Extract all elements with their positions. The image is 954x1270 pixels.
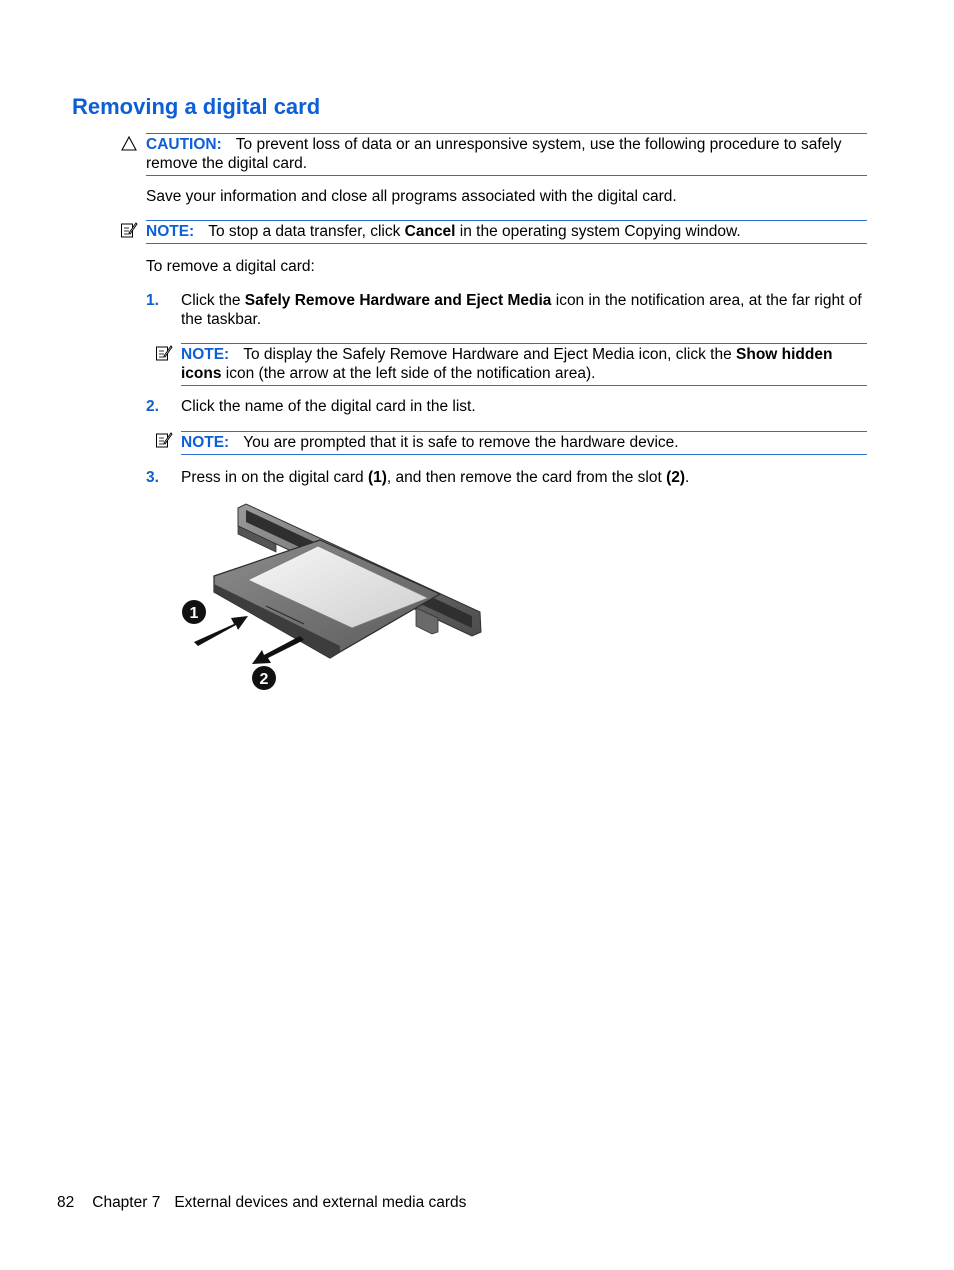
chapter-title: External devices and external media cards bbox=[174, 1194, 467, 1211]
caution-triangle-icon bbox=[121, 136, 137, 151]
digital-card-slot-illustration bbox=[180, 500, 490, 695]
callout-1-marker bbox=[182, 600, 206, 624]
note-box: NOTE: To stop a data transfer, click Cancel in the operating system Copying window. bbox=[146, 220, 867, 244]
step-1-text: Click the Safely Remove Hardware and Eject Media icon in the notification area, at the far right of the taskbar. bbox=[181, 292, 862, 328]
chapter-number: Chapter 7 bbox=[92, 1194, 161, 1211]
caution-label: CAUTION: bbox=[146, 136, 222, 153]
note-label: NOTE: bbox=[181, 434, 230, 451]
page-title: Removing a digital card bbox=[72, 94, 321, 119]
note-label: NOTE: bbox=[181, 346, 230, 363]
callout-2-marker bbox=[252, 666, 276, 690]
digital-card bbox=[214, 540, 440, 658]
page-footer bbox=[57, 1193, 466, 1212]
remove-arrow bbox=[252, 636, 304, 664]
page-number: 82 bbox=[57, 1194, 75, 1211]
step-number: 1. bbox=[146, 292, 159, 309]
caution-text: To prevent loss of data or an unresponsive system, use the following procedure to safely remove the digital card. bbox=[146, 136, 842, 172]
callout-2-label: 2 bbox=[259, 671, 269, 688]
step-number: 3. bbox=[146, 469, 159, 486]
note-label: NOTE: bbox=[146, 223, 195, 240]
cancel-term: Cancel bbox=[404, 223, 456, 240]
caution-box bbox=[146, 133, 867, 176]
note-pad-icon bbox=[120, 221, 138, 239]
step-number: 2. bbox=[146, 398, 159, 415]
step-2-text: Click the name of the digital card in the list. bbox=[181, 398, 476, 415]
procedure-lead: To remove a digital card: bbox=[146, 258, 315, 275]
note-box: NOTE: You are prompted that it is safe to remove the hardware device. bbox=[181, 431, 867, 455]
callout-1-label: 1 bbox=[189, 605, 199, 622]
note-pad-icon bbox=[155, 344, 173, 362]
step-3-text: Press in on the digital card (1), and then remove the card from the slot (2). bbox=[181, 469, 690, 486]
note-box: NOTE: To display the Safely Remove Hardware and Eject Media icon, click the Show hidden icons icon (the arrow at the left side of the notification area). bbox=[181, 343, 867, 386]
intro-paragraph: Save your information and close all programs associated with the digital card. bbox=[146, 188, 677, 205]
note-pad-icon bbox=[155, 431, 173, 449]
